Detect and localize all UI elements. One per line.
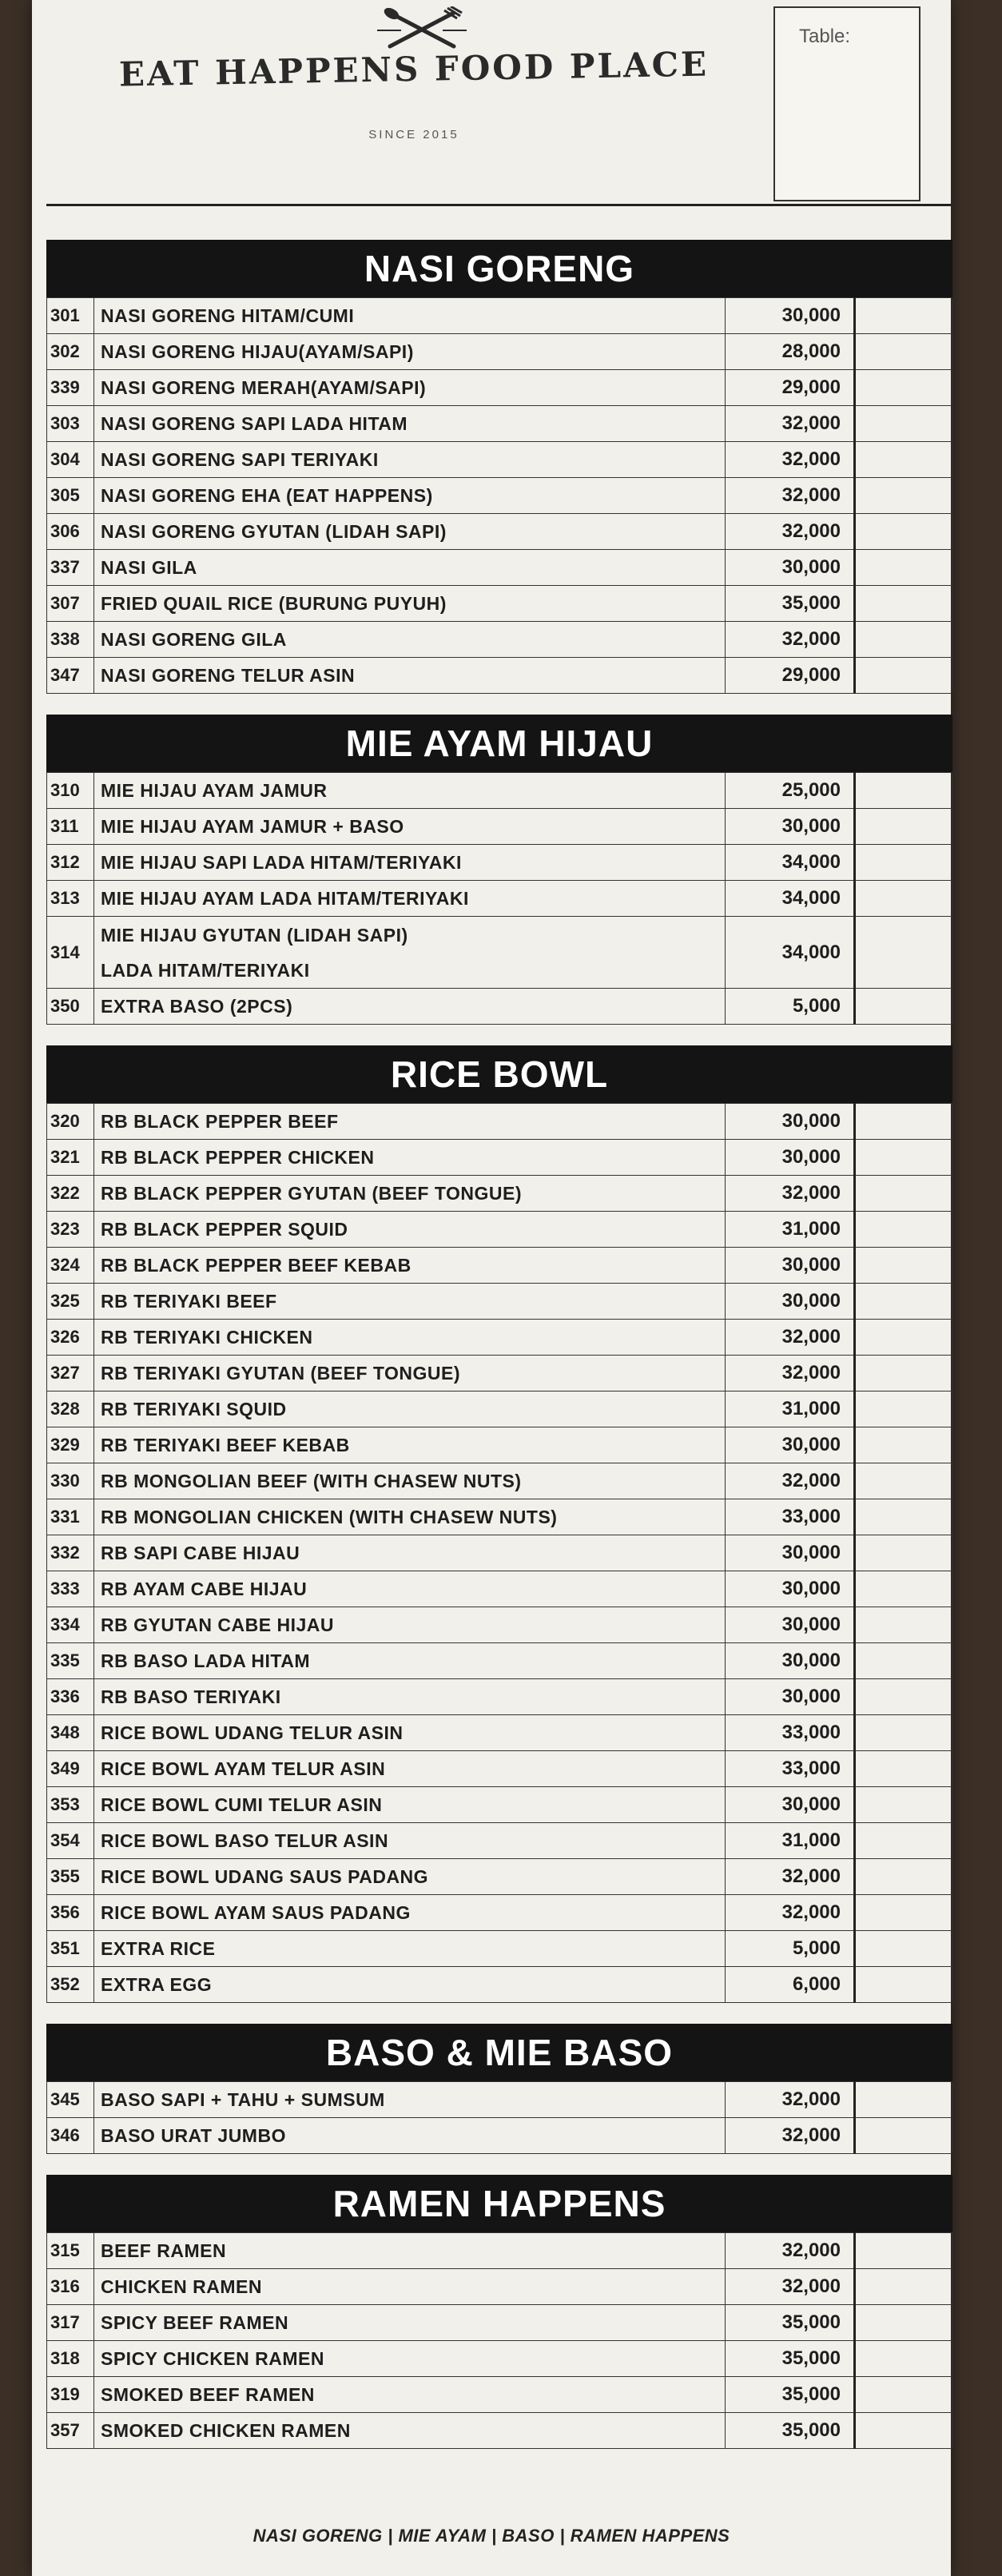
- item-quantity-cell[interactable]: [855, 1427, 952, 1463]
- item-price: 33,000: [726, 1499, 855, 1535]
- menu-item-row: [47, 1320, 952, 1356]
- menu-item-row: [47, 1104, 952, 1140]
- item-code: 330: [47, 1463, 94, 1499]
- item-code: 352: [47, 1967, 94, 2003]
- item-name: RB GYUTAN CABE HIJAU: [94, 1607, 726, 1643]
- item-name: NASI GILA: [94, 550, 726, 586]
- item-price: 35,000: [726, 2413, 855, 2449]
- item-code: 356: [47, 1895, 94, 1931]
- menu-items-table: [46, 297, 952, 694]
- item-price: 32,000: [726, 1859, 855, 1895]
- item-code: 303: [47, 406, 94, 442]
- item-quantity-cell[interactable]: [855, 550, 952, 586]
- item-name: [94, 917, 726, 989]
- item-price: 32,000: [726, 2233, 855, 2269]
- item-code: 312: [47, 845, 94, 881]
- brand-name: EAT HAPPENS FOOD PLACE: [118, 44, 710, 94]
- item-name: MIE HIJAU SAPI LADA HITAM/TERIYAKI: [94, 845, 726, 881]
- item-quantity-cell[interactable]: [855, 917, 952, 989]
- table-label: Table:: [799, 26, 851, 47]
- item-quantity-cell[interactable]: [855, 1859, 952, 1895]
- item-name: EXTRA RICE: [94, 1931, 726, 1967]
- item-quantity-cell[interactable]: [855, 478, 952, 514]
- section-title: NASI GORENG: [46, 240, 952, 297]
- item-name: RB MONGOLIAN CHICKEN (WITH CHASEW NUTS): [94, 1499, 726, 1535]
- menu-item-row: [47, 1463, 952, 1499]
- item-name: NASI GORENG SAPI LADA HITAM: [94, 406, 726, 442]
- item-code: 323: [47, 1212, 94, 1248]
- menu-item-row: [47, 1392, 952, 1427]
- menu-item-row: [47, 1248, 952, 1284]
- menu-item-row: [47, 1787, 952, 1823]
- item-price: 33,000: [726, 1715, 855, 1751]
- item-name: RB SAPI CABE HIJAU: [94, 1535, 726, 1571]
- item-quantity-cell[interactable]: [855, 1535, 952, 1571]
- item-code: 315: [47, 2233, 94, 2269]
- menu-item-row: [47, 334, 952, 370]
- item-price: 30,000: [726, 1535, 855, 1571]
- item-quantity-cell[interactable]: [855, 2305, 952, 2341]
- menu-item-row: [47, 1895, 952, 1931]
- item-name: SMOKED CHICKEN RAMEN: [94, 2413, 726, 2449]
- item-name: NASI GORENG GYUTAN (LIDAH SAPI): [94, 514, 726, 550]
- item-code: 336: [47, 1679, 94, 1715]
- section-title: BASO & MIE BASO: [46, 2024, 952, 2081]
- menu-item-row: [47, 478, 952, 514]
- item-name: MIE HIJAU AYAM JAMUR + BASO: [94, 809, 726, 845]
- item-name: RICE BOWL CUMI TELUR ASIN: [94, 1787, 726, 1823]
- menu-item-row: [47, 1176, 952, 1212]
- item-quantity-cell[interactable]: [855, 514, 952, 550]
- item-quantity-cell[interactable]: [855, 1607, 952, 1643]
- menu-items-table: [46, 2081, 952, 2154]
- item-price: 35,000: [726, 2305, 855, 2341]
- item-code: 334: [47, 1607, 94, 1643]
- section-gap: [46, 2154, 952, 2175]
- item-name: RB BLACK PEPPER BEEF: [94, 1104, 726, 1140]
- item-code: 346: [47, 2118, 94, 2154]
- menu-item-row: [47, 1859, 952, 1895]
- item-code: 316: [47, 2269, 94, 2305]
- item-code: 302: [47, 334, 94, 370]
- menu-item-row: [47, 845, 952, 881]
- item-quantity-cell[interactable]: [855, 1823, 952, 1859]
- item-name: NASI GORENG SAPI TERIYAKI: [94, 442, 726, 478]
- item-name: RICE BOWL AYAM SAUS PADANG: [94, 1895, 726, 1931]
- item-code: 318: [47, 2341, 94, 2377]
- item-code: 329: [47, 1427, 94, 1463]
- item-code: 327: [47, 1356, 94, 1392]
- item-quantity-cell[interactable]: [855, 658, 952, 694]
- menu-item-row: [47, 1427, 952, 1463]
- item-quantity-cell[interactable]: [855, 1104, 952, 1140]
- item-price: 5,000: [726, 989, 855, 1025]
- item-code: 355: [47, 1859, 94, 1895]
- item-name: RICE BOWL AYAM TELUR ASIN: [94, 1751, 726, 1787]
- fork-spoon-icon: [374, 6, 470, 51]
- brand-block: [78, 0, 750, 204]
- item-code: 311: [47, 809, 94, 845]
- item-quantity-cell[interactable]: [855, 442, 952, 478]
- section-title: RAMEN HAPPENS: [46, 2175, 952, 2232]
- item-name: RB BLACK PEPPER SQUID: [94, 1212, 726, 1248]
- menu-items-table: [46, 2232, 952, 2449]
- menu-item-row: [47, 881, 952, 917]
- item-name: BASO SAPI + TAHU + SUMSUM: [94, 2082, 726, 2118]
- item-name: NASI GORENG GILA: [94, 622, 726, 658]
- item-code: 305: [47, 478, 94, 514]
- item-quantity-cell[interactable]: [855, 2233, 952, 2269]
- item-price: 6,000: [726, 1967, 855, 2003]
- item-quantity-cell[interactable]: [855, 1284, 952, 1320]
- item-name: CHICKEN RAMEN: [94, 2269, 726, 2305]
- item-price: 30,000: [726, 809, 855, 845]
- menu-item-row: [47, 1284, 952, 1320]
- item-quantity-cell[interactable]: [855, 809, 952, 845]
- item-price: 33,000: [726, 1751, 855, 1787]
- item-price: 30,000: [726, 298, 855, 334]
- item-price: 5,000: [726, 1931, 855, 1967]
- menu-item-row: [47, 1679, 952, 1715]
- item-price: 32,000: [726, 2269, 855, 2305]
- item-code: 335: [47, 1643, 94, 1679]
- item-code: 331: [47, 1499, 94, 1535]
- item-quantity-cell[interactable]: [855, 2377, 952, 2413]
- item-code: 354: [47, 1823, 94, 1859]
- item-quantity-cell[interactable]: [855, 1967, 952, 2003]
- item-price: 29,000: [726, 370, 855, 406]
- item-price: 25,000: [726, 773, 855, 809]
- item-code: 320: [47, 1104, 94, 1140]
- item-quantity-cell[interactable]: [855, 334, 952, 370]
- item-quantity-cell[interactable]: [855, 1140, 952, 1176]
- menu-item-row: [47, 1607, 952, 1643]
- item-name: SPICY CHICKEN RAMEN: [94, 2341, 726, 2377]
- menu-item-row: [47, 622, 952, 658]
- item-code: 306: [47, 514, 94, 550]
- item-price: 30,000: [726, 550, 855, 586]
- section-gap: [46, 694, 952, 715]
- item-price: 30,000: [726, 1284, 855, 1320]
- item-price: 30,000: [726, 1679, 855, 1715]
- item-name: RICE BOWL UDANG TELUR ASIN: [94, 1715, 726, 1751]
- menu-item-row: [47, 1967, 952, 2003]
- item-price: 28,000: [726, 334, 855, 370]
- item-price: 30,000: [726, 1643, 855, 1679]
- table-number-box[interactable]: [773, 6, 920, 201]
- item-price: 32,000: [726, 1356, 855, 1392]
- item-quantity-cell[interactable]: [855, 2082, 952, 2118]
- item-name: RB TERIYAKI CHICKEN: [94, 1320, 726, 1356]
- item-price: 30,000: [726, 1427, 855, 1463]
- item-code: 357: [47, 2413, 94, 2449]
- item-name: RB BLACK PEPPER CHICKEN: [94, 1140, 726, 1176]
- item-quantity-cell[interactable]: [855, 2269, 952, 2305]
- item-price: 32,000: [726, 442, 855, 478]
- item-price: 30,000: [726, 1140, 855, 1176]
- menu-item-row: [47, 2305, 952, 2341]
- item-name: RB BLACK PEPPER BEEF KEBAB: [94, 1248, 726, 1284]
- item-name: RB AYAM CABE HIJAU: [94, 1571, 726, 1607]
- item-price: 31,000: [726, 1392, 855, 1427]
- menu-item-row: [47, 1212, 952, 1248]
- item-quantity-cell[interactable]: [855, 298, 952, 334]
- menu-item-row: [47, 2118, 952, 2154]
- item-price: 32,000: [726, 1176, 855, 1212]
- item-price: 34,000: [726, 881, 855, 917]
- menu-item-row: [47, 1140, 952, 1176]
- item-quantity-cell[interactable]: [855, 1751, 952, 1787]
- item-price: 35,000: [726, 2341, 855, 2377]
- item-quantity-cell[interactable]: [855, 1463, 952, 1499]
- item-code: 310: [47, 773, 94, 809]
- item-price: 31,000: [726, 1212, 855, 1248]
- item-name: RB BASO LADA HITAM: [94, 1643, 726, 1679]
- item-quantity-cell[interactable]: [855, 845, 952, 881]
- menu-item-row: [47, 809, 952, 845]
- item-code: 322: [47, 1176, 94, 1212]
- item-quantity-cell[interactable]: [855, 881, 952, 917]
- menu-item-row: [47, 1715, 952, 1751]
- item-price: 30,000: [726, 1248, 855, 1284]
- item-price: 32,000: [726, 406, 855, 442]
- menu-item-row: [47, 1751, 952, 1787]
- menu-item-row: [47, 406, 952, 442]
- item-quantity-cell[interactable]: [855, 1643, 952, 1679]
- item-name: NASI GORENG HIJAU(AYAM/SAPI): [94, 334, 726, 370]
- menu-item-row: [47, 2269, 952, 2305]
- item-code: 338: [47, 622, 94, 658]
- menu-item-row: [47, 2413, 952, 2449]
- menu-item-row: [47, 370, 952, 406]
- item-quantity-cell[interactable]: [855, 1787, 952, 1823]
- item-code: 353: [47, 1787, 94, 1823]
- item-price: 32,000: [726, 622, 855, 658]
- item-quantity-cell[interactable]: [855, 1248, 952, 1284]
- section-gap: [46, 1025, 952, 1045]
- section-title: MIE AYAM HIJAU: [46, 715, 952, 772]
- item-name: RB TERIYAKI BEEF: [94, 1284, 726, 1320]
- item-code: 313: [47, 881, 94, 917]
- item-quantity-cell[interactable]: [855, 586, 952, 622]
- item-name: RB BLACK PEPPER GYUTAN (BEEF TONGUE): [94, 1176, 726, 1212]
- item-name: NASI GORENG HITAM/CUMI: [94, 298, 726, 334]
- item-quantity-cell[interactable]: [855, 2413, 952, 2449]
- item-name: EXTRA EGG: [94, 1967, 726, 2003]
- item-code: 332: [47, 1535, 94, 1571]
- menu-item-row: [47, 917, 952, 989]
- menu-items-table: [46, 1103, 952, 2003]
- item-code: 321: [47, 1140, 94, 1176]
- item-price: 32,000: [726, 2118, 855, 2154]
- item-quantity-cell[interactable]: [855, 1392, 952, 1427]
- item-quantity-cell[interactable]: [855, 622, 952, 658]
- item-quantity-cell[interactable]: [855, 989, 952, 1025]
- item-name: NASI GORENG EHA (EAT HAPPENS): [94, 478, 726, 514]
- item-code: 351: [47, 1931, 94, 1967]
- menu-item-row: [47, 514, 952, 550]
- item-name-line1: MIE HIJAU GYUTAN (LIDAH SAPI): [101, 924, 408, 946]
- menu-body: [46, 240, 952, 2449]
- item-code: 304: [47, 442, 94, 478]
- menu-item-row: [47, 1931, 952, 1967]
- item-code: 324: [47, 1248, 94, 1284]
- item-name: SPICY BEEF RAMEN: [94, 2305, 726, 2341]
- menu-sheet: [32, 0, 951, 2576]
- item-quantity-cell[interactable]: [855, 406, 952, 442]
- menu-item-row: [47, 2341, 952, 2377]
- item-price: 32,000: [726, 478, 855, 514]
- menu-item-row: [47, 1823, 952, 1859]
- item-code: 301: [47, 298, 94, 334]
- item-name: RB MONGOLIAN BEEF (WITH CHASEW NUTS): [94, 1463, 726, 1499]
- item-price: 30,000: [726, 1104, 855, 1140]
- section-title: RICE BOWL: [46, 1045, 952, 1103]
- item-quantity-cell[interactable]: [855, 1212, 952, 1248]
- menu-item-row: [47, 989, 952, 1025]
- item-name: RB TERIYAKI GYUTAN (BEEF TONGUE): [94, 1356, 726, 1392]
- item-price: 32,000: [726, 2082, 855, 2118]
- item-price: 35,000: [726, 2377, 855, 2413]
- item-price: 32,000: [726, 514, 855, 550]
- menu-item-row: [47, 1535, 952, 1571]
- menu-item-row: [47, 550, 952, 586]
- item-code: 348: [47, 1715, 94, 1751]
- item-price: 32,000: [726, 1320, 855, 1356]
- item-price: 29,000: [726, 658, 855, 694]
- item-price: 32,000: [726, 1895, 855, 1931]
- item-name: SMOKED BEEF RAMEN: [94, 2377, 726, 2413]
- brand-since: SINCE 2015: [368, 128, 459, 141]
- item-code: 349: [47, 1751, 94, 1787]
- item-name: BEEF RAMEN: [94, 2233, 726, 2269]
- menu-item-row: [47, 442, 952, 478]
- item-code: 347: [47, 658, 94, 694]
- item-code: 319: [47, 2377, 94, 2413]
- item-name: RB BASO TERIYAKI: [94, 1679, 726, 1715]
- menu-item-row: [47, 773, 952, 809]
- item-quantity-cell[interactable]: [855, 1356, 952, 1392]
- item-name: RB TERIYAKI BEEF KEBAB: [94, 1427, 726, 1463]
- item-price: 34,000: [726, 845, 855, 881]
- item-code: 317: [47, 2305, 94, 2341]
- item-quantity-cell[interactable]: [855, 2118, 952, 2154]
- item-quantity-cell[interactable]: [855, 2341, 952, 2377]
- menu-items-table: [46, 772, 952, 1025]
- menu-item-row: [47, 2233, 952, 2269]
- item-quantity-cell[interactable]: [855, 370, 952, 406]
- menu-item-row: [47, 1571, 952, 1607]
- item-code: 333: [47, 1571, 94, 1607]
- item-name: NASI GORENG MERAH(AYAM/SAPI): [94, 370, 726, 406]
- item-code: 350: [47, 989, 94, 1025]
- item-quantity-cell[interactable]: [855, 1679, 952, 1715]
- item-quantity-cell[interactable]: [855, 1715, 952, 1751]
- menu-item-row: [47, 586, 952, 622]
- menu-item-row: [47, 1356, 952, 1392]
- section-gap: [46, 2003, 952, 2024]
- item-name: MIE HIJAU AYAM JAMUR: [94, 773, 726, 809]
- menu-item-row: [47, 1499, 952, 1535]
- item-name: RB TERIYAKI SQUID: [94, 1392, 726, 1427]
- item-code: 326: [47, 1320, 94, 1356]
- menu-item-row: [47, 658, 952, 694]
- item-name: RICE BOWL UDANG SAUS PADANG: [94, 1859, 726, 1895]
- menu-item-row: [47, 2377, 952, 2413]
- item-price: 32,000: [726, 1463, 855, 1499]
- item-quantity-cell[interactable]: [855, 1176, 952, 1212]
- item-code: 307: [47, 586, 94, 622]
- item-name: NASI GORENG TELUR ASIN: [94, 658, 726, 694]
- menu-item-row: [47, 1643, 952, 1679]
- item-quantity-cell[interactable]: [855, 1499, 952, 1535]
- item-code: 337: [47, 550, 94, 586]
- item-code: 314: [47, 917, 94, 989]
- item-name: BASO URAT JUMBO: [94, 2118, 726, 2154]
- item-price: 35,000: [726, 586, 855, 622]
- menu-item-row: [47, 298, 952, 334]
- footer-text: NASI GORENG | MIE AYAM | BASO | RAMEN HAPPENS: [252, 2526, 730, 2546]
- item-price: 34,000: [726, 917, 855, 989]
- item-quantity-cell[interactable]: [855, 1931, 952, 1967]
- menu-header: [46, 0, 952, 206]
- item-quantity-cell[interactable]: [855, 1320, 952, 1356]
- item-code: 339: [47, 370, 94, 406]
- item-name: RICE BOWL BASO TELUR ASIN: [94, 1823, 726, 1859]
- item-name: MIE HIJAU AYAM LADA HITAM/TERIYAKI: [94, 881, 726, 917]
- item-code: 325: [47, 1284, 94, 1320]
- item-quantity-cell[interactable]: [855, 1895, 952, 1931]
- item-quantity-cell[interactable]: [855, 1571, 952, 1607]
- item-code: 345: [47, 2082, 94, 2118]
- item-price: 30,000: [726, 1571, 855, 1607]
- item-name-line2: LADA HITAM/TERIYAKI: [101, 959, 310, 981]
- item-price: 30,000: [726, 1607, 855, 1643]
- item-quantity-cell[interactable]: [855, 773, 952, 809]
- menu-item-row: [47, 2082, 952, 2118]
- item-code: 328: [47, 1392, 94, 1427]
- item-name: FRIED QUAIL RICE (BURUNG PUYUH): [94, 586, 726, 622]
- item-price: 31,000: [726, 1823, 855, 1859]
- item-name: EXTRA BASO (2PCS): [94, 989, 726, 1025]
- item-price: 30,000: [726, 1787, 855, 1823]
